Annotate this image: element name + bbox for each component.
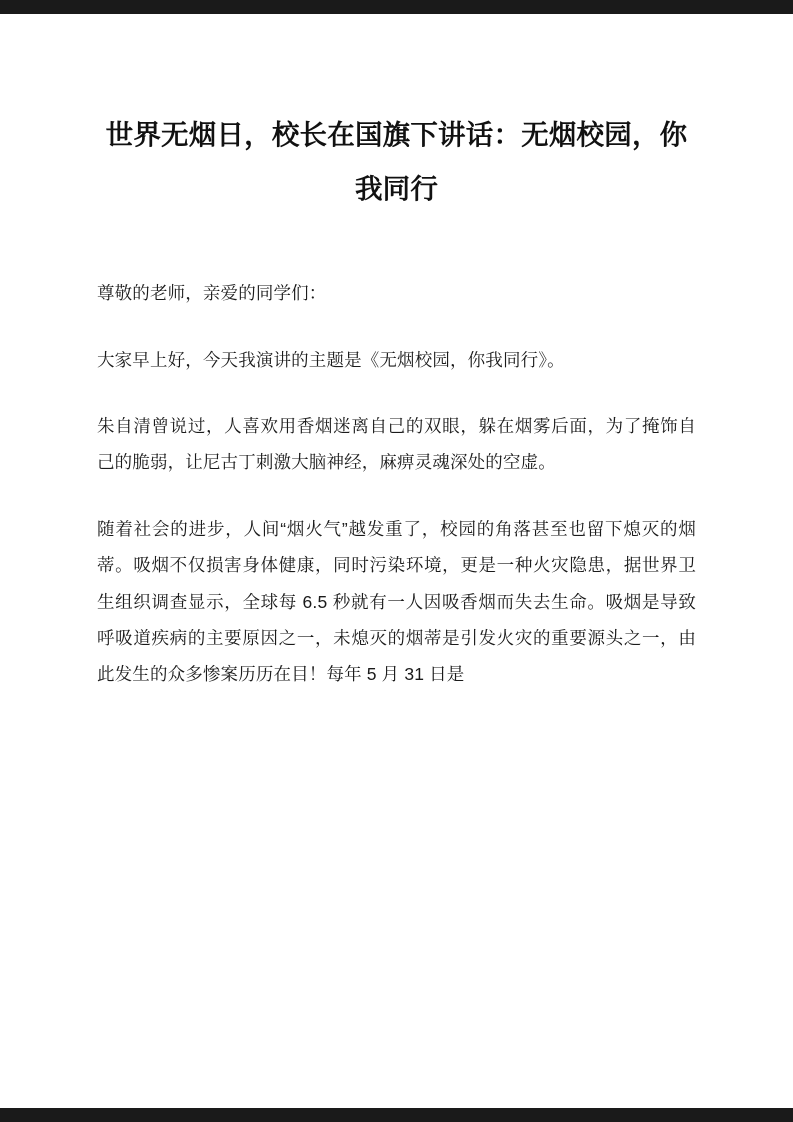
document-content bbox=[97, 108, 696, 693]
top-rule-divider bbox=[0, 0, 793, 14]
page-title: 世界无烟日，校长在国旗下讲话：无烟校园，你我同行 bbox=[105, 119, 688, 204]
document-body bbox=[97, 275, 696, 693]
bottom-rule-divider bbox=[0, 1108, 793, 1122]
paragraph-salutation: 尊敬的老师，亲爱的同学们： bbox=[97, 283, 327, 304]
paragraph-statistics: 随着社会的进步，人间“烟火气”越发重了，校园的角落甚至也留下熄灭的烟蒂。吸烟不仅损害身体健康，同时污染环境，更是一种火灾隐患，据世界卫生组织调查显示，全球每 6.5 秒就有一人因吸香烟而失去生命。吸烟是导致呼吸道疾病的主要原因之一，未熄灭的烟蒂是引发火灾的重要源头之一，由此发生的众多惨案历历在目！每年 5 月 31 日是 bbox=[97, 518, 696, 685]
paragraph-quote: 朱自清曾说过，人喜欢用香烟迷离自己的双眼，躲在烟雾后面，为了掩饰自己的脆弱，让尼古丁刺激大脑神经，麻痹灵魂深处的空虚。 bbox=[97, 416, 696, 473]
paragraph-topic: 大家早上好，今天我演讲的主题是《无烟校园，你我同行》。 bbox=[97, 349, 565, 370]
